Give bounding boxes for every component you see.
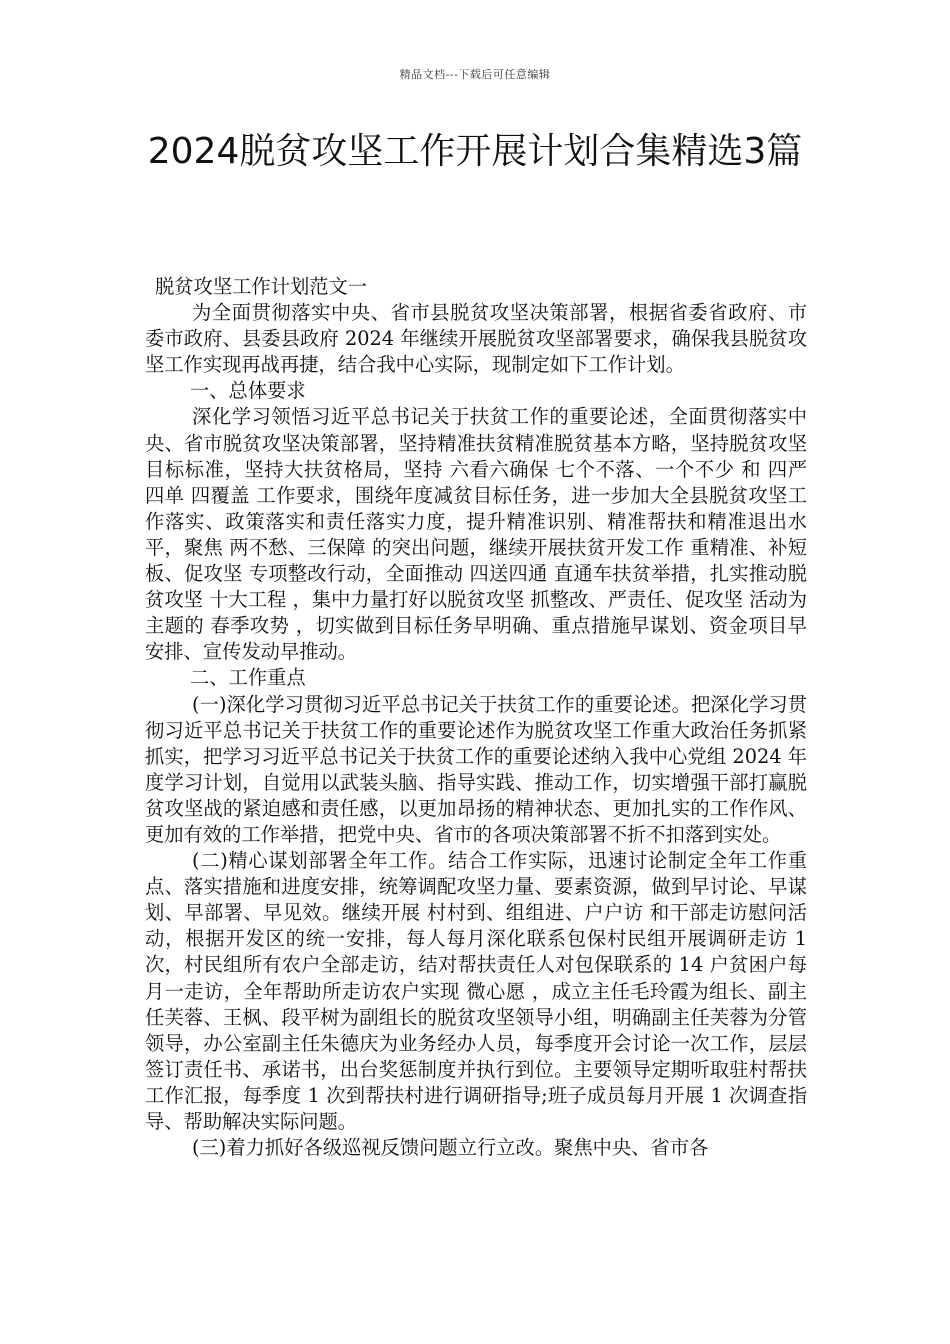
document-title: 2024脱贫攻坚工作开展计划合集精选3篇 (147, 131, 803, 172)
paragraph-focus-1: (一)深化学习贯彻习近平总书记关于扶贫工作的重要论述。把深化学习贯彻习近平总书记关于扶贫工作的重要论述作为脱贫攻坚工作重大政治任务抓紧抓实，把学习习近平总书记关于扶贫工作的重要论述纳入我中心党组 2024 年度学习计划，自觉用以武装头脑、指导实践、推动工作，切实增强干部打赢脱贫攻坚战的紧迫感和责任感，以更加昂扬的精神状态、更加扎实的工作作风、更加有效的工作举措，把党中央、省市的各项决策部署不折不扣落到实处。 (145, 692, 807, 846)
document-body (145, 274, 807, 1161)
paragraph-general-requirements: 深化学习领悟习近平总书记关于扶贫工作的重要论述，全面贯彻落实中央、省市脱贫攻坚决策部署，坚持精准扶贫精准脱贫基本方略，坚持脱贫攻坚目标标准，坚持大扶贫格局，坚持 六看六确保 七个不落、一个不少 和 四严 四单 四覆盖 工作要求，围绕年度减贫目标任务，进一步加大全县脱贫攻坚工作落实、政策落实和责任落实力度，提升精准识别、精准帮扶和精准退出水平，聚焦 两不愁、三保障 的突出问题，继续开展扶贫开发工作 重精准、补短板、促攻坚 专项整改行动，全面推动 四送四通 直通车扶贫举措，扎实推动脱贫攻坚 十大工程 ，集中力量打好以脱贫攻坚 抓整改、严责任、促攻坚 活动为主题的 春季攻势 ，切实做到目标任务早明确、重点措施早谋划、资金项目早安排、宣传发动早推动。 (145, 405, 807, 664)
paragraph-focus-3: (三)着力抓好各级巡视反馈问题立行立改。聚焦中央、省市各 (192, 1136, 709, 1160)
paragraph-focus-2: (二)精心谋划部署全年工作。结合工作实际，迅速讨论制定全年工作重点、落实措施和进度安排，统筹调配攻坚力量、要素资源，做到早讨论、早谋划、早部署、早见效。继续开展 村村到、组组进、户户访 和干部走访慰问活动，根据开发区的统一安排，每人每月深化联系包保村民组开展调研走访 1 次，村民组所有农户全部走访，结对帮扶责任人对包保联系的 14 户贫困户每月一走访，全年帮助所走访农户实现 微心愿 ，成立主任毛玲霞为组长、副主任芙蓉、王枫、段平树为副组长的脱贫攻坚领导小组，明确副主任芙蓉为分管领导，办公室副主任朱德庆为业务经办人员，每季度开会讨论一次工作，层层签订责任书、承诺书，出台奖惩制度并执行到位。主要领导定期听取驻村帮扶工作汇报，每季度 1 次到帮扶村进行调研指导;班子成员每月开展 1 次调查指导、帮助解决实际问题。 (145, 849, 807, 1133)
heading-work-focus: 二、工作重点 (190, 666, 306, 690)
header-note: 精品文档---下载后可任意编辑 (399, 68, 551, 81)
paragraph-intro: 为全面贯彻落实中央、省市县脱贫攻坚决策部署，根据省委省政府、市委市政府、县委县政府 2024 年继续开展脱贫攻坚部署要求，确保我县脱贫攻坚工作实现再战再捷，结合我中心实际，现制定如下工作计划。 (145, 301, 807, 377)
section-subtitle: 脱贫攻坚工作计划范文一 (155, 275, 368, 298)
heading-general-requirements: 一、总体要求 (190, 379, 306, 403)
